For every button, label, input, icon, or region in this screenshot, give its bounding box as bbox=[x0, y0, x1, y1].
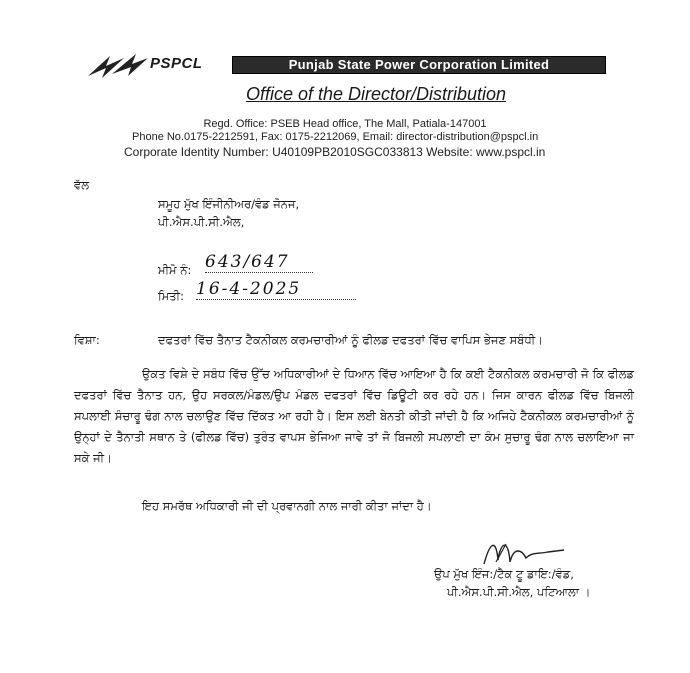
date-value: 16-4-2025 bbox=[196, 279, 356, 300]
memo-label: ਮੀਮੋ ਨੰ: bbox=[158, 263, 192, 277]
company-banner: Punjab State Power Corporation Limited bbox=[232, 56, 606, 74]
brand-name: PSPCL bbox=[150, 55, 203, 72]
body-paragraph-1 bbox=[74, 364, 634, 469]
body-paragraph-2: ਇਹ ਸਮਰੱਥ ਅਧਿਕਾਰੀ ਜੀ ਦੀ ਪ੍ਰਵਾਨਗੀ ਨਾਲ ਜਾਰੀ ਕੀਤਾ ਜਾਂਦਾ ਹੈ। bbox=[142, 499, 432, 513]
recipient-line-1: ਸਮੂਹ ਮੁੱਖ ਇੰਜੀਨੀਅਰ/ਵੰਡ ਜੋਨਜ, bbox=[158, 197, 300, 211]
recipient-line-2: ਪੀ.ਐਸ.ਪੀ.ਸੀ.ਐਲ, bbox=[158, 215, 245, 229]
signatory-line-1: ਉਪ ਮੁੱਖ ਇੰਜ:/ਟੈਕ ਟੂ ਡਾਇ:/ਵੰਡ, bbox=[434, 567, 574, 581]
cin-website-line: Corporate Identity Number: U40109PB2010SGC033813 Website: www.pspcl.in bbox=[124, 145, 546, 159]
address-line: Regd. Office: PSEB Head office, The Mall, Patiala-147001 bbox=[203, 118, 487, 130]
body-paragraph-1-text: ਉਕਤ ਵਿਸ਼ੇ ਦੇ ਸਬੰਧ ਵਿੱਚ ਉੱਚ ਅਧਿਕਾਰੀਆਂ ਦੇ ਧਿਆਨ ਵਿੱਚ ਆਇਆ ਹੈ ਕਿ ਕਈ ਟੈਕਨੀਕਲ ਕਰਮਚਾਰੀ ਜੋ ਕਿ ਫੀਲਡ ਦਫਤਰਾਂ ਵਿੱਚ ਤੈਨਾਤ ਹਨ, ਉਹ ਸਰਕਲ/ਮੰਡਲ/ਉਪ ਮੰਡਲ ਦਫਤਰਾਂ ਵਿੱਚ ਡਿਊਟੀ ਕਰ ਰਹੇ ਹਨ। ਜਿਸ ਕਾਰਨ ਫੀਲਡ ਵਿੱਚ ਬਿਜਲੀ ਸਪਲਾਈ ਸੰਚਾਰੂ ਢੰਗ ਨਾਲ ਚਲਾਉਣ ਵਿੱਚ ਦਿੱਕਤ ਆ ਰਹੀ ਹੈ। ਇਸ ਲਈ ਬੇਨਤੀ ਕੀਤੀ ਜਾਂਦੀ ਹੈ ਕਿ ਅਜਿਹੇ ਟੈਕਨੀਕਲ ਕਰਮਚਾਰੀਆਂ ਨੂੰ ਉਨ੍ਹਾਂ ਦੇ ਤੈਨਾਤੀ ਸਥਾਨ ਤੇ (ਫੀਲਡ ਵਿੱਚ) ਤੁਰੰਤ ਵਾਪਸ ਭੇਜਿਆ ਜਾਵੇ ਤਾਂ ਜੋ ਬਿਜਲੀ ਸਪਲਾਈ ਦਾ ਕੰਮ ਸੁਚਾਰੂ ਢੰਗ ਨਾਲ ਚਲਾਇਆ ਜਾ ਸਕੇ ਜੀ। bbox=[74, 367, 634, 465]
memo-number: 643/647 bbox=[205, 252, 313, 273]
subject-label: ਵਿਸ਼ਾ: bbox=[74, 333, 100, 347]
subject-text: ਦਫਤਰਾਂ ਵਿੱਚ ਤੈਨਾਤ ਟੈਕਨੀਕਲ ਕਰਮਚਾਰੀਆਂ ਨੂੰ ਫੀਲਡ ਦਫਤਰਾਂ ਵਿੱਚ ਵਾਪਿਸ ਭੇਜਣ ਸਬੰਧੀ। bbox=[158, 333, 543, 347]
office-title: Office of the Director/Distribution bbox=[245, 84, 507, 104]
to-label: ਵੱਲ bbox=[74, 178, 89, 192]
signature-icon bbox=[478, 532, 568, 572]
date-label: ਮਿਤੀ: bbox=[158, 289, 184, 303]
signatory-line-2: ਪੀ.ਐਸ.ਪੀ.ਸੀ.ਐਲ, ਪਟਿਆਲਾ । bbox=[447, 585, 591, 599]
contact-line: Phone No.0175-2212591, Fax: 0175-2212069, Email: director-distribution@pspcl.in bbox=[132, 131, 539, 143]
